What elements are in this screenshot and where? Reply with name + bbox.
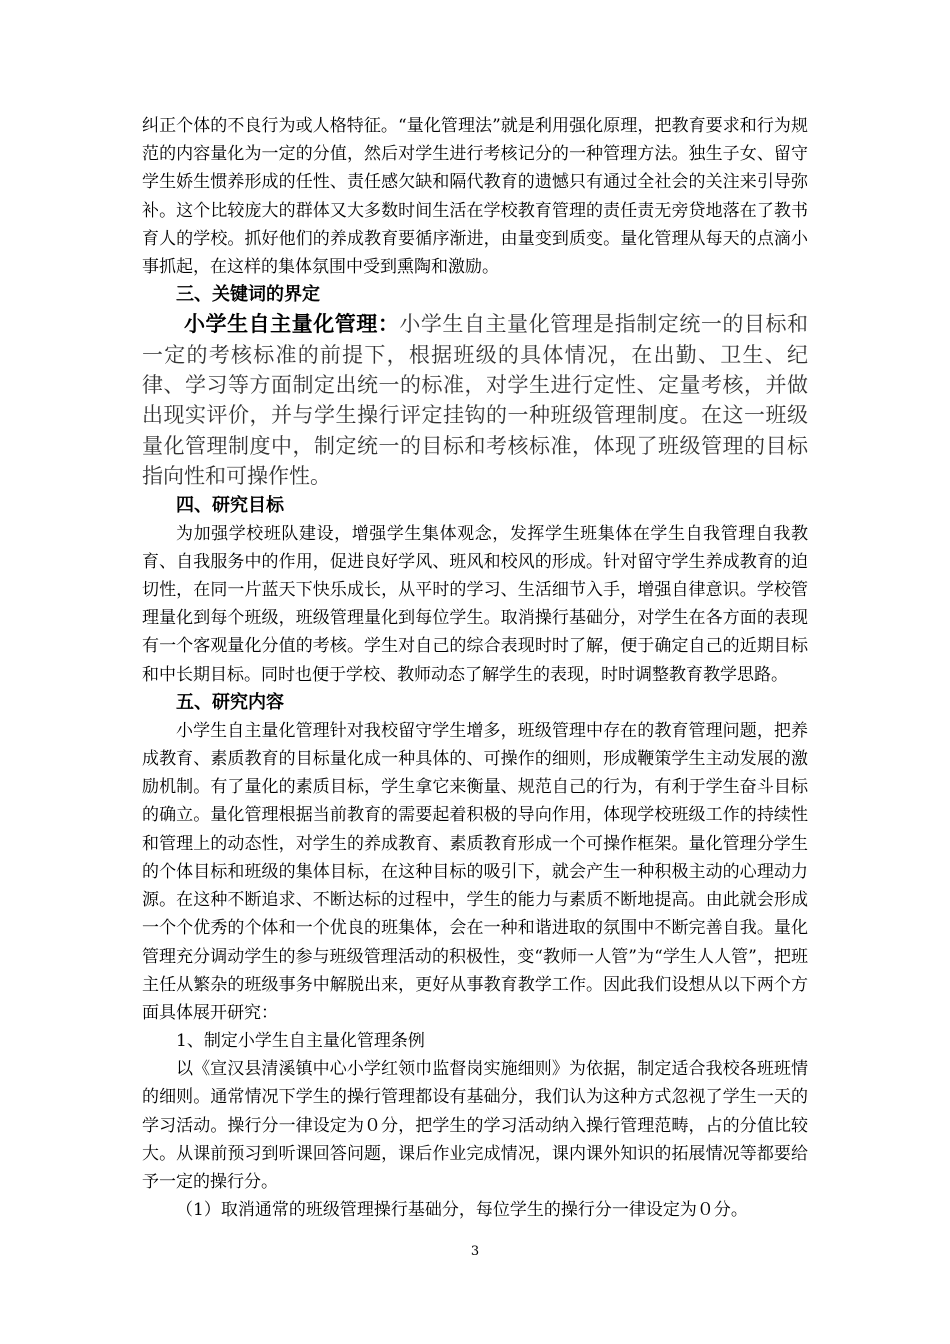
definition-term: 小学生自主量化管理： xyxy=(184,312,400,337)
item-1: （1）取消通常的班级管理操行基础分，每位学生的操行分一律设定为０分。 xyxy=(176,1200,748,1221)
page-number: 3 xyxy=(470,1244,480,1259)
section4-heading: 四、研究目标 xyxy=(176,494,284,516)
document-page xyxy=(142,112,808,1224)
subsection1-body: 以《宣汉县清溪镇中心小学红领巾监督岗实施细则》为依据，制定适合我校各班班情的细则。通常情况下学生的操行管理都设有基础分，我们认为这种方式忽视了学生一天的学习活动。操行分一律设定为０分，把学生的学习活动纳入操行管理范畴，占的分值比较大。从课前预习到听课回答问题，课后作业完成情况，课内课外知识的拓展情况等都要给予一定的操行分。 xyxy=(142,1059,808,1192)
definition-paragraph xyxy=(142,309,808,491)
section5-heading: 五、研究内容 xyxy=(176,691,284,713)
definition-text: 小学生自主量化管理是指制定统一的目标和一定的考核标准的前提下，根据班级的具体情况，在出勤、卫生、纪律、学习等方面制定出统一的标准，对学生进行定性、定量考核，并做出现实评价，并与学生操行评定挂钩的一种班级管理制度。在这一班级量化管理制度中，制定统一的目标和考核标准，体现了班级管理的目标指向性和可操作性。 xyxy=(142,312,809,489)
section3-heading: 三、关键词的界定 xyxy=(176,284,320,306)
section4-body: 为加强学校班队建设，增强学生集体观念，发挥学生班集体在学生自我管理自我教育、自我服务中的作用，促进良好学风、班风和校风的形成。针对留守学生养成教育的迫切性，在同一片蓝天下快乐成长，从平时的学习、生活细节入手，增强自律意识。学校管理量化到每个班级，班级管理量化到每位学生。取消操行基础分，对学生在各方面的表现有一个客观量化分值的考核。学生对自己的综合表现时时了解，便于确定自己的近期目标和中长期目标。同时也便于学校、教师动态了解学生的表现，时时调整教育教学思路。 xyxy=(142,523,808,685)
intro-paragraph: 纠正个体的不良行为或人格特征。“量化管理法”就是利用强化原理，把教育要求和行为规范的内容量化为一定的分值，然后对学生进行考核记分的一种管理方法。独生子女、留守学生娇生惯养形成的任性、责任感欠缺和隔代教育的遗憾只有通过全社会的关注来引导弥补。这个比较庞大的群体又大多数时间生活在学校教育管理的责任责无旁贷地落在了教书育人的学校。抓好他们的养成教育要循序渐进，由量变到质变。量化管理从每天的点滴小事抓起，在这样的集体氛围中受到熏陶和激励。 xyxy=(142,116,808,278)
section5-body: 小学生自主量化管理针对我校留守学生增多，班级管理中存在的教育管理问题，把养成教育、素质教育的目标量化成一种具体的、可操作的细则，形成鞭策学生主动发展的激励机制。有了量化的素质目标，学生拿它来衡量、规范自己的行为，有利于学生奋斗目标的确立。量化管理根据当前教育的需要起着积极的导向作用，体现学校班级工作的持续性和管理上的动态性，对学生的养成教育、素质教育形成一个可操作框架。量化管理分学生的个体目标和班级的集体目标，在这种目标的吸引下，就会产生一种积极主动的心理动力源。在这种不断追求、不断达标的过程中，学生的能力与素质不断地提高。由此就会形成一个个优秀的个体和一个优良的班集体，会在一种和谐进取的氛围中不断完善自我。量化管理充分调动学生的参与班级管理活动的积极性，变“教师一人管”为“学生人人管”，把班主任从繁杂的班级事务中解脱出来，更好从事教育教学工作。因此我们设想从以下两个方面具体展开研究： xyxy=(142,720,808,1023)
subsection1-heading: 1、制定小学生自主量化管理条例 xyxy=(176,1031,425,1052)
